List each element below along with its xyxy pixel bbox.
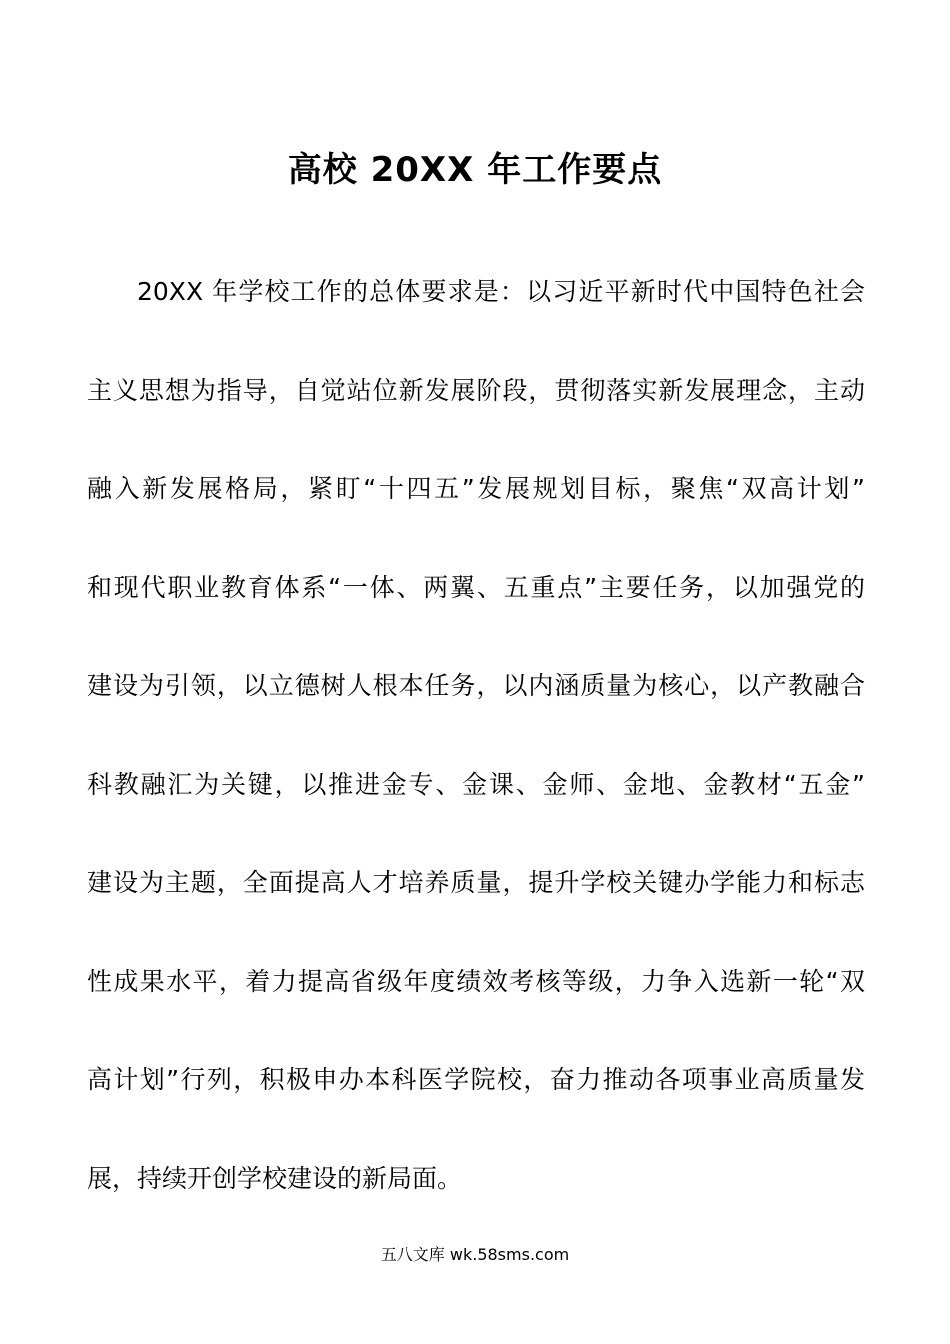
document-title: 高校 20XX 年工作要点: [287, 150, 663, 190]
paragraph-line: 融入新发展格局，紧盯“十四五”发展规划目标，聚焦“双高计划”: [87, 474, 865, 503]
body-paragraph: [87, 270, 865, 1255]
paragraph-line: 展，持续开创学校建设的新局面。: [87, 1163, 463, 1193]
paragraph-line: 建设为引领，以立德树人根本任务，以内涵质量为核心，以产教融合: [87, 671, 865, 700]
paragraph-line: 主义思想为指导，自觉站位新发展阶段，贯彻落实新发展理念，主动: [87, 375, 865, 405]
paragraph-line: 高计划”行列，积极申办本科医学院校，奋力推动各项事业高质量发: [87, 1065, 865, 1094]
paragraph-line: 建设为主题，全面提高人才培养质量，提升学校关键办学能力和标志: [87, 868, 865, 897]
paragraph-line: 性成果水平，着力提高省级年度绩效考核等级，力争入选新一轮“双: [87, 966, 865, 996]
paragraph-line: 科教融汇为关键，以推进金专、金课、金师、金地、金教材“五金”: [87, 769, 865, 799]
paragraph-line: 20XX 年学校工作的总体要求是：以习近平新时代中国特色社会: [137, 277, 865, 306]
paragraph-line: 和现代职业教育体系“一体、两翼、五重点”主要任务，以加强党的: [87, 572, 865, 602]
page-footer-watermark: 五八文库 wk.58sms.com: [380, 1245, 570, 1264]
